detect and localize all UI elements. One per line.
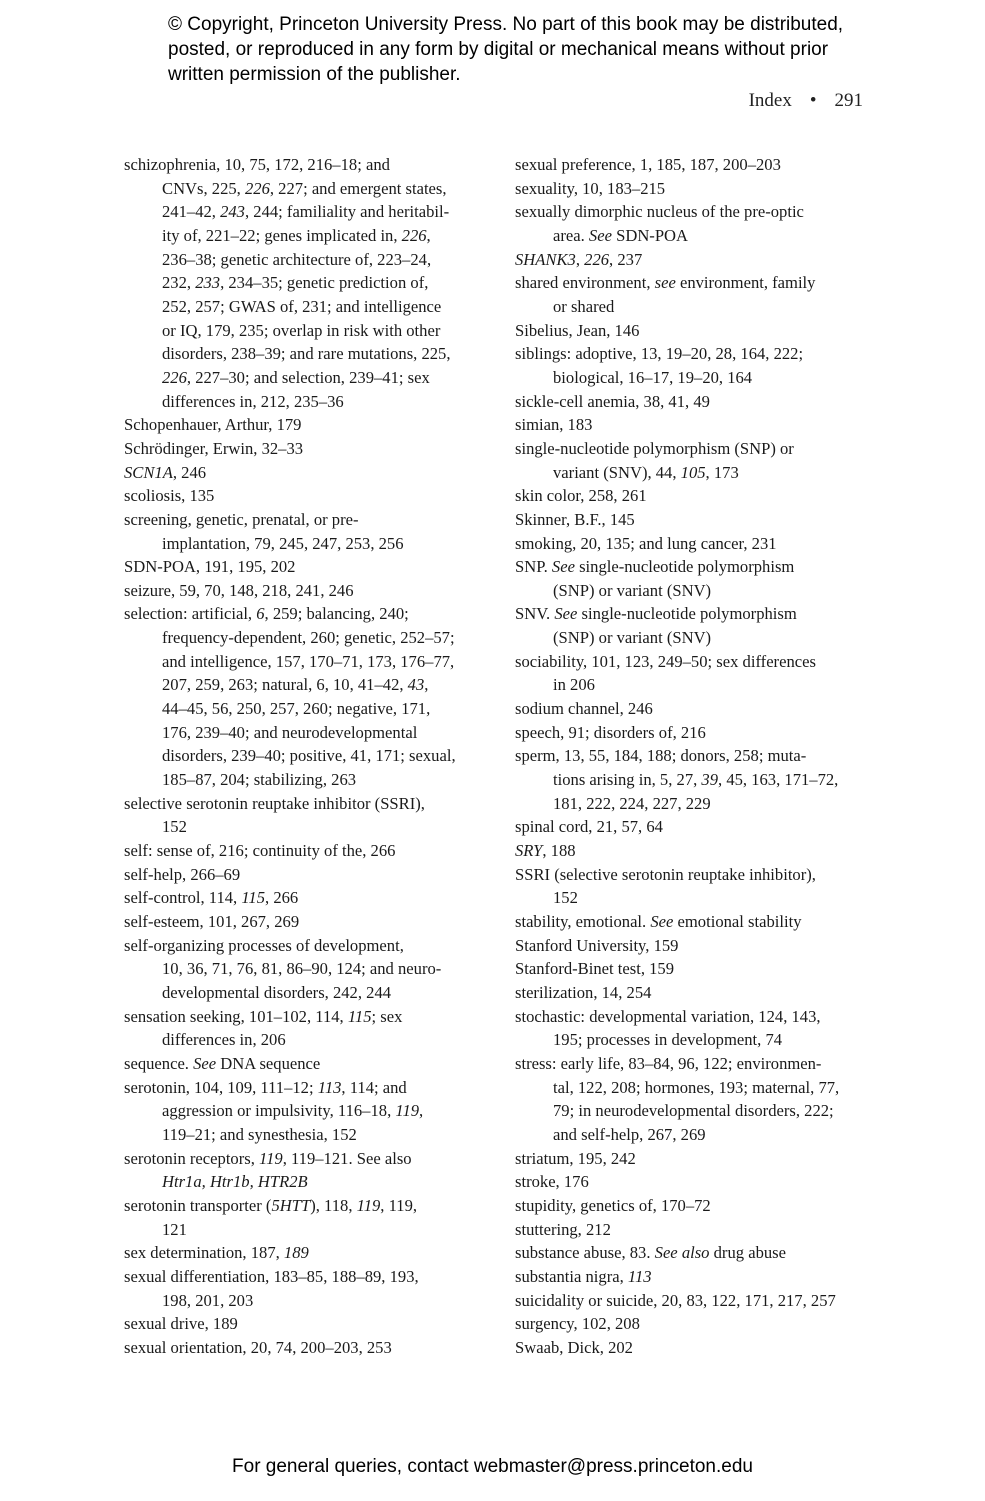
index-entry-line: frequency-dependent, 260; genetic, 252–57; [162, 628, 455, 648]
index-entry [124, 886, 486, 910]
index-entry-line: 79; in neurodevelopmental disorders, 222; [553, 1101, 834, 1121]
index-entry-line: SNV. See single-nucleotide polymorphism [515, 604, 797, 624]
index-entry-line: aggression or impulsivity, 116–18, 119, [162, 1101, 424, 1121]
footer-contact: For general queries, contact webmaster@press.princeton.edu [232, 1456, 753, 1477]
index-entry [515, 555, 880, 602]
index-entry [515, 721, 880, 745]
index-entry [515, 1170, 880, 1194]
index-entry-line: self: sense of, 216; continuity of the, 266 [124, 841, 396, 861]
copyright-notice: © Copyright, Princeton University Press. No part of this book may be distributed, posted, or reproduced in any form by digital or mechanical means without prior written permission of the publisher. [168, 14, 844, 85]
index-entry-line: screening, genetic, prenatal, or pre- [124, 509, 359, 529]
index-entry-line: sterilization, 14, 254 [515, 982, 652, 1002]
index-entry-line: implantation, 79, 245, 247, 253, 256 [162, 533, 404, 553]
index-entry [515, 200, 880, 247]
index-entry-line: and intelligence, 157, 170–71, 173, 176–77, [162, 651, 455, 671]
index-entry [124, 1147, 486, 1194]
index-entry-line: self-organizing processes of development, [124, 935, 404, 955]
index-entry-line: or shared [553, 296, 615, 316]
index-entry-line: sexual differentiation, 183–85, 188–89, 193, [124, 1266, 419, 1286]
index-entry-line: striatum, 195, 242 [515, 1148, 636, 1168]
index-entry [515, 1265, 880, 1289]
index-entry-line: 207, 259, 263; natural, 6, 10, 41–42, 43, [162, 675, 429, 695]
index-entry [515, 484, 880, 508]
index-entry-line: stability, emotional. See emotional stability [515, 912, 802, 931]
index-entry-line: substance abuse, 83. See also drug abuse [515, 1243, 786, 1263]
index-entry-line: and self-help, 267, 269 [553, 1124, 706, 1144]
index-entry-line: schizophrenia, 10, 75, 172, 216–18; and [124, 155, 390, 174]
index-entry-line: self-control, 114, 115, 266 [124, 888, 299, 908]
index-entry-line: sexual drive, 189 [124, 1314, 238, 1334]
index-entry-line: single-nucleotide polymorphism (SNP) or [515, 438, 794, 458]
index-entry-line: speech, 91; disorders of, 216 [515, 722, 706, 742]
index-entry-line: 121 [162, 1219, 187, 1239]
index-entry [515, 248, 880, 272]
index-entry-line: siblings: adoptive, 13, 19–20, 28, 164, 222; [515, 344, 804, 364]
index-entry-line: SDN-POA, 191, 195, 202 [124, 557, 296, 577]
page-number: 291 [834, 90, 863, 111]
index-entry-line: SHANK3, 226, 237 [515, 249, 643, 269]
index-entry [124, 508, 486, 555]
index-entry-line: sequence. See DNA sequence [124, 1053, 321, 1073]
index-entry [124, 579, 486, 603]
index-entry-line: SRY, 188 [515, 841, 576, 861]
index-entry-line: selective serotonin reuptake inhibitor (SSRI), [124, 793, 425, 813]
index-entry [515, 271, 880, 318]
index-entry-line: SNP. See single-nucleotide polymorphism [515, 557, 795, 577]
index-entry [124, 153, 486, 413]
index-entry-line: biological, 16–17, 19–20, 164 [553, 367, 753, 387]
index-entry [515, 1218, 880, 1242]
index-entry-line: sex determination, 187, 189 [124, 1243, 309, 1263]
index-entry [124, 792, 486, 839]
index-entry-line: Sibelius, Jean, 146 [515, 320, 640, 340]
index-entry [515, 1336, 880, 1360]
index-entry-line: sickle-cell anemia, 38, 41, 49 [515, 391, 710, 411]
index-entry-line: (SNP) or variant (SNV) [553, 628, 712, 648]
index-entry [515, 650, 880, 697]
index-entry-line: smoking, 20, 135; and lung cancer, 231 [515, 533, 777, 553]
index-entry [515, 815, 880, 839]
index-entry-line: Schrödinger, Erwin, 32–33 [124, 438, 304, 458]
index-entry-line: shared environment, see environment, family [515, 273, 816, 293]
index-entry-line: serotonin transporter (5HTT), 118, 119, 119, [124, 1195, 418, 1215]
index-entry-line: 232, 233, 234–35; genetic prediction of, [162, 273, 429, 293]
index-entry-line: (SNP) or variant (SNV) [553, 580, 712, 600]
index-entry-line: serotonin, 104, 109, 111–12; 113, 114; and [124, 1077, 407, 1097]
index-entry [515, 177, 880, 201]
index-entry-line: Swaab, Dick, 202 [515, 1337, 633, 1357]
index-entry [124, 1312, 486, 1336]
index-entry-line: 10, 36, 71, 76, 81, 86–90, 124; and neuro- [162, 959, 442, 979]
index-entry-line: sexual preference, 1, 185, 187, 200–203 [515, 155, 781, 174]
index-entry [124, 910, 486, 934]
index-entry [515, 1005, 880, 1052]
index-entry-line: tal, 122, 208; hormones, 193; maternal, 77, [553, 1077, 840, 1097]
index-entry-line: scoliosis, 135 [124, 486, 215, 506]
bullet-separator: • [809, 90, 817, 111]
index-entry-line: sodium channel, 246 [515, 699, 653, 719]
index-entry-line: area. See SDN-POA [553, 225, 689, 245]
index-entry [124, 1265, 486, 1312]
index-entry [124, 839, 486, 863]
index-entry [124, 461, 486, 485]
index-entry-line: suicidality or suicide, 20, 83, 122, 171, 217, 257 [515, 1290, 836, 1310]
index-entry-line: CNVs, 225, 226, 227; and emergent states, [162, 178, 447, 198]
index-entry-line: Stanford University, 159 [515, 935, 679, 955]
index-entry [124, 1336, 486, 1360]
index-entry-line: disorders, 238–39; and rare mutations, 225, [162, 344, 451, 364]
index-entry-line: 185–87, 204; stabilizing, 263 [162, 770, 357, 790]
index-column-right [515, 153, 880, 1359]
index-entry-line: SSRI (selective serotonin reuptake inhibitor), [515, 864, 816, 884]
index-entry-line: Stanford-Binet test, 159 [515, 959, 675, 979]
index-entry [515, 910, 880, 934]
index-entry [124, 1076, 486, 1147]
index-entry [515, 981, 880, 1005]
index-entry-line: 198, 201, 203 [162, 1290, 254, 1310]
index-entry-line: simian, 183 [515, 415, 593, 435]
index-entry [124, 1194, 486, 1241]
index-entry-line: seizure, 59, 70, 148, 218, 241, 246 [124, 580, 354, 600]
index-entry-line: self-help, 266–69 [124, 864, 241, 884]
index-entry [124, 602, 486, 791]
index-entry [515, 863, 880, 910]
index-entry [515, 1194, 880, 1218]
index-entry [515, 1312, 880, 1336]
index-entry [515, 697, 880, 721]
index-entry-line: tions arising in, 5, 27, 39, 45, 163, 171–72, [553, 770, 839, 790]
index-entry [515, 744, 880, 815]
index-entry-line: 44–45, 56, 250, 257, 260; negative, 171, [162, 699, 431, 719]
index-entry [124, 1241, 486, 1265]
index-entry-line: differences in, 212, 235–36 [162, 391, 344, 411]
index-entry [124, 555, 486, 579]
index-entry [515, 413, 880, 437]
index-entry [515, 342, 880, 389]
index-entry [124, 1052, 486, 1076]
index-entry [515, 1289, 880, 1313]
index-entry [515, 390, 880, 414]
index-entry [515, 437, 880, 484]
index-entry [515, 934, 880, 958]
index-entry [515, 957, 880, 981]
index-entry-line: SCN1A, 246 [124, 462, 207, 482]
index-entry [515, 153, 880, 177]
index-entry [515, 508, 880, 532]
index-entry-line: 195; processes in development, 74 [553, 1030, 783, 1050]
index-entry-line: 176, 239–40; and neurodevelopmental [162, 722, 418, 742]
index-entry-line: sexually dimorphic nucleus of the pre-optic [515, 202, 804, 222]
index-entry [515, 1052, 880, 1147]
index-entry [515, 602, 880, 649]
index-entry-line: 181, 222, 224, 227, 229 [553, 793, 711, 813]
index-entry-line: ity of, 221–22; genes implicated in, 226, [162, 225, 431, 245]
index-entry-line: self-esteem, 101, 267, 269 [124, 912, 300, 931]
index-entry [515, 1241, 880, 1265]
index-entry-line: differences in, 206 [162, 1030, 286, 1050]
index-entry-line: surgency, 102, 208 [515, 1314, 640, 1334]
index-entry-line: stroke, 176 [515, 1172, 589, 1192]
index-entry [124, 413, 486, 437]
index-entry [124, 437, 486, 461]
index-entry [124, 1005, 486, 1052]
index-entry-line: skin color, 258, 261 [515, 486, 647, 506]
index-entry-line: 252, 257; GWAS of, 231; and intelligence [162, 296, 442, 316]
index-entry-line: 152 [553, 888, 578, 908]
index-entry-line: developmental disorders, 242, 244 [162, 982, 392, 1002]
index-entry-line: serotonin receptors, 119, 119–121. See also [124, 1148, 412, 1168]
index-entry-line: variant (SNV), 44, 105, 173 [553, 462, 739, 482]
index-entry-line: 236–38; genetic architecture of, 223–24, [162, 249, 432, 269]
index-entry [124, 484, 486, 508]
index-entry-line: selection: artificial, 6, 259; balancing, 240; [124, 604, 409, 624]
index-entry-line: 226, 227–30; and selection, 239–41; sex [162, 367, 430, 387]
index-entry-line: 241–42, 243, 244; familiality and heritabil- [162, 202, 450, 222]
index-entry-line: Schopenhauer, Arthur, 179 [124, 415, 302, 435]
index-entry-line: stress: early life, 83–84, 96, 122; environmen- [515, 1053, 822, 1073]
section-title: Index [748, 90, 792, 111]
index-entry [515, 1147, 880, 1171]
index-entry [515, 319, 880, 343]
index-entry [124, 863, 486, 887]
index-entry-line: sexual orientation, 20, 74, 200–203, 253 [124, 1337, 392, 1357]
index-entry [124, 934, 486, 1005]
index-column-left [124, 153, 486, 1359]
index-entry-line: sensation seeking, 101–102, 114, 115; sex [124, 1006, 403, 1026]
index-entry-line: 119–21; and synesthesia, 152 [162, 1124, 357, 1144]
index-entry-line: Skinner, B.F., 145 [515, 509, 635, 529]
index-entry-line: sexuality, 10, 183–215 [515, 178, 666, 198]
index-entry-line: disorders, 239–40; positive, 41, 171; sexual, [162, 746, 456, 766]
index-entry-line: in 206 [553, 675, 595, 695]
index-entry-line: 152 [162, 817, 187, 837]
index-entry-line: or IQ, 179, 235; overlap in risk with other [162, 320, 441, 340]
index-entry [515, 532, 880, 556]
index-entry-line: sperm, 13, 55, 184, 188; donors, 258; muta- [515, 746, 807, 766]
running-head [749, 90, 863, 112]
index-entry-line: sociability, 101, 123, 249–50; sex differences [515, 651, 816, 671]
index-entry-line: Htr1a, Htr1b, HTR2B [162, 1172, 308, 1192]
index-entry-line: stuttering, 212 [515, 1219, 611, 1239]
index-entry-line: stochastic: developmental variation, 124, 143, [515, 1006, 821, 1026]
index-entry [515, 839, 880, 863]
index-entry-line: spinal cord, 21, 57, 64 [515, 817, 663, 837]
index-entry-line: stupidity, genetics of, 170–72 [515, 1195, 711, 1215]
index-entry-line: substantia nigra, 113 [515, 1266, 652, 1286]
